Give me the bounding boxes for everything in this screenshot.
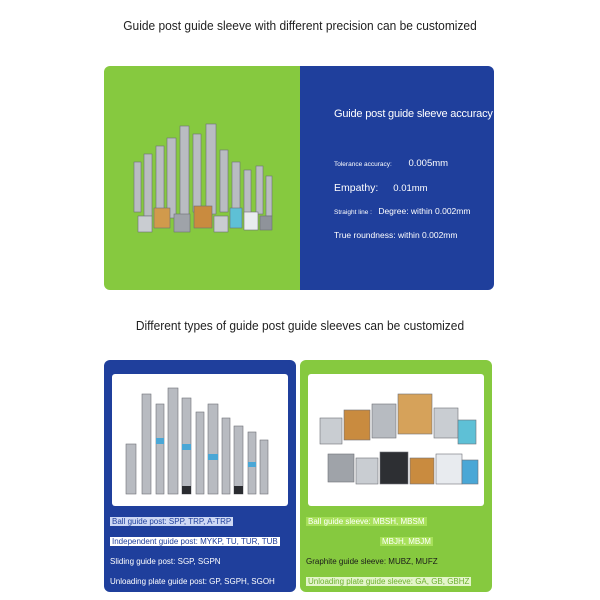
guide-posts-panel bbox=[104, 360, 296, 592]
empathy-value: 0.01mm bbox=[393, 183, 428, 194]
list-item: Independent guide post: MYKP, TU, TUR, TUB bbox=[112, 537, 278, 546]
list-item: Unloading plate guide sleeve: GA, GB, GBHZ bbox=[308, 577, 470, 586]
products-photo-panel bbox=[104, 66, 300, 290]
accuracy-panel bbox=[300, 66, 494, 290]
guide-sleeves-list bbox=[306, 516, 488, 592]
list-item: Sliding guide post: SGP, SGPN bbox=[110, 557, 221, 566]
top-heading: Guide post guide sleeve with different precision can be customized bbox=[123, 18, 477, 33]
guide-products-image bbox=[104, 66, 300, 290]
list-item: Ball guide sleeve: MBSH, MBSM bbox=[308, 517, 425, 526]
guide-posts-photo bbox=[112, 374, 288, 506]
list-item: Graphite guide sleeve: MUBZ, MUFZ bbox=[306, 557, 438, 566]
straightness-label: Straight line : bbox=[334, 209, 372, 216]
list-item: Ball guide post: SPP, TRP, A-TRP bbox=[112, 517, 232, 526]
empathy-label: Empathy: bbox=[334, 182, 379, 194]
list-item: MBJH, MBJM bbox=[382, 537, 431, 546]
list-item: Unloading plate guide post: GP, SGPH, SGOH bbox=[110, 577, 275, 586]
guide-sleeves-photo bbox=[308, 374, 484, 506]
guide-sleeves-panel bbox=[300, 360, 492, 592]
empathy-row bbox=[334, 182, 428, 194]
accuracy-title: Guide post guide sleeve accuracy bbox=[334, 108, 493, 120]
guide-sleeves-image bbox=[308, 374, 484, 506]
guide-posts-image bbox=[112, 374, 288, 506]
accuracy-card bbox=[104, 66, 494, 290]
middle-heading: Different types of guide post guide sleeves can be customized bbox=[135, 318, 465, 333]
tolerance-row bbox=[334, 158, 448, 169]
roundness-row: True roundness: within 0.002mm bbox=[334, 230, 458, 240]
straightness-value: Degree: within 0.002mm bbox=[378, 206, 471, 216]
guide-posts-list bbox=[110, 516, 292, 592]
tolerance-label: Tolerance accuracy: bbox=[334, 161, 392, 168]
tolerance-value: 0.005mm bbox=[408, 158, 449, 169]
straightness-row bbox=[334, 206, 470, 216]
